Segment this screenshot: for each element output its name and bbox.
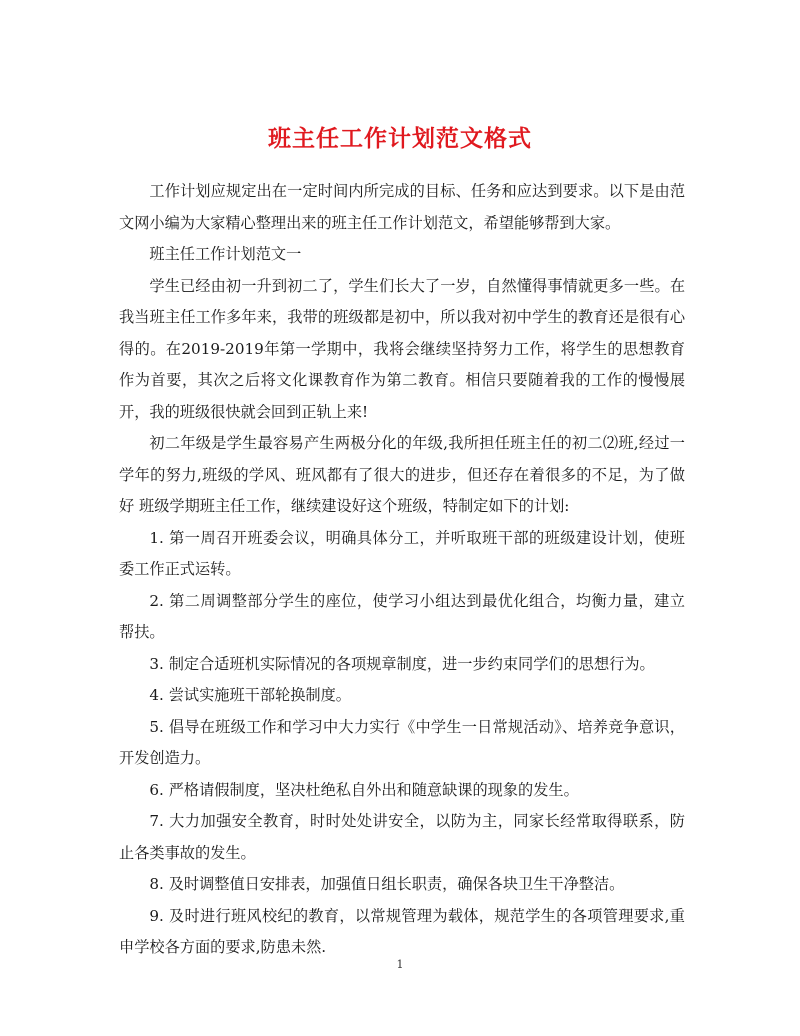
- page-number: 1: [396, 958, 404, 971]
- body-paragraph: 初二年级是学生最容易产生两极分化的年级,我所担任班主任的初二⑵班,经过一学年的努力,班级的学风、班风都有了很大的进步，但还存在着很多的不足，为了做好 班级学期班主任工作，继续建设好这个班级，特制定如下的计划:: [119, 434, 685, 515]
- document-title: 班主任工作计划范文格式: [268, 125, 532, 153]
- plan-item-4: 4. 尝试实施班干部轮换制度。: [149, 686, 351, 704]
- plan-item-8: 8. 及时调整值日安排表，加强值日组长职责，确保各块卫生干净整洁。: [149, 875, 625, 893]
- plan-item-1: 1. 第一周召开班委会议，明确具体分工，并听取班干部的班级建设计划，使班委工作正式运转。: [119, 528, 685, 578]
- plan-item-3: 3. 制定合适班机实际情况的各项规章制度，进一步约束同学们的思想行为。: [149, 654, 655, 673]
- document-body: [119, 176, 685, 964]
- plan-item-7: 7. 大力加强安全教育，时时处处讲安全，以防为主，同家长经常取得联系，防止各类事故的发生。: [119, 812, 685, 862]
- section-heading: 班主任工作计划范文一: [149, 245, 302, 263]
- intro-paragraph: 工作计划应规定出在一定时间内所完成的目标、任务和应达到要求。以下是由范文网小编为大家精心整理出来的班主任工作计划范文，希望能够帮到大家。: [119, 182, 685, 232]
- plan-item-2: 2. 第二周调整部分学生的座位，使学习小组达到最优化组合，均衡力量，建立帮扶。: [119, 591, 685, 641]
- plan-item-9: 9. 及时进行班风校纪的教育，以常规管理为载体，规范学生的各项管理要求,重申学校各方面的要求,防患未然.: [119, 906, 685, 956]
- body-paragraph: 学生已经由初一升到初二了，学生们长大了一岁，自然懂得事情就更多一些。在我当班主任工作多年来，我带的班级都是初中，所以我对初中学生的教育还是很有心得的。在2019-2019年第一学期中，我将会继续坚持努力工作，将学生的思想教育作为首要，其次之后将文化课教育作为第二教育。相信只要随着我的工作的慢慢展开，我的班级很快就会回到正轨上来!: [119, 276, 685, 421]
- plan-item-5: 5. 倡导在班级工作和学习中大力实行《中学生一日常规活动》、培养竞争意识，开发创造力。: [119, 717, 685, 767]
- plan-item-6: 6. 严格请假制度，坚决杜绝私自外出和随意缺课的现象的发生。: [149, 780, 579, 799]
